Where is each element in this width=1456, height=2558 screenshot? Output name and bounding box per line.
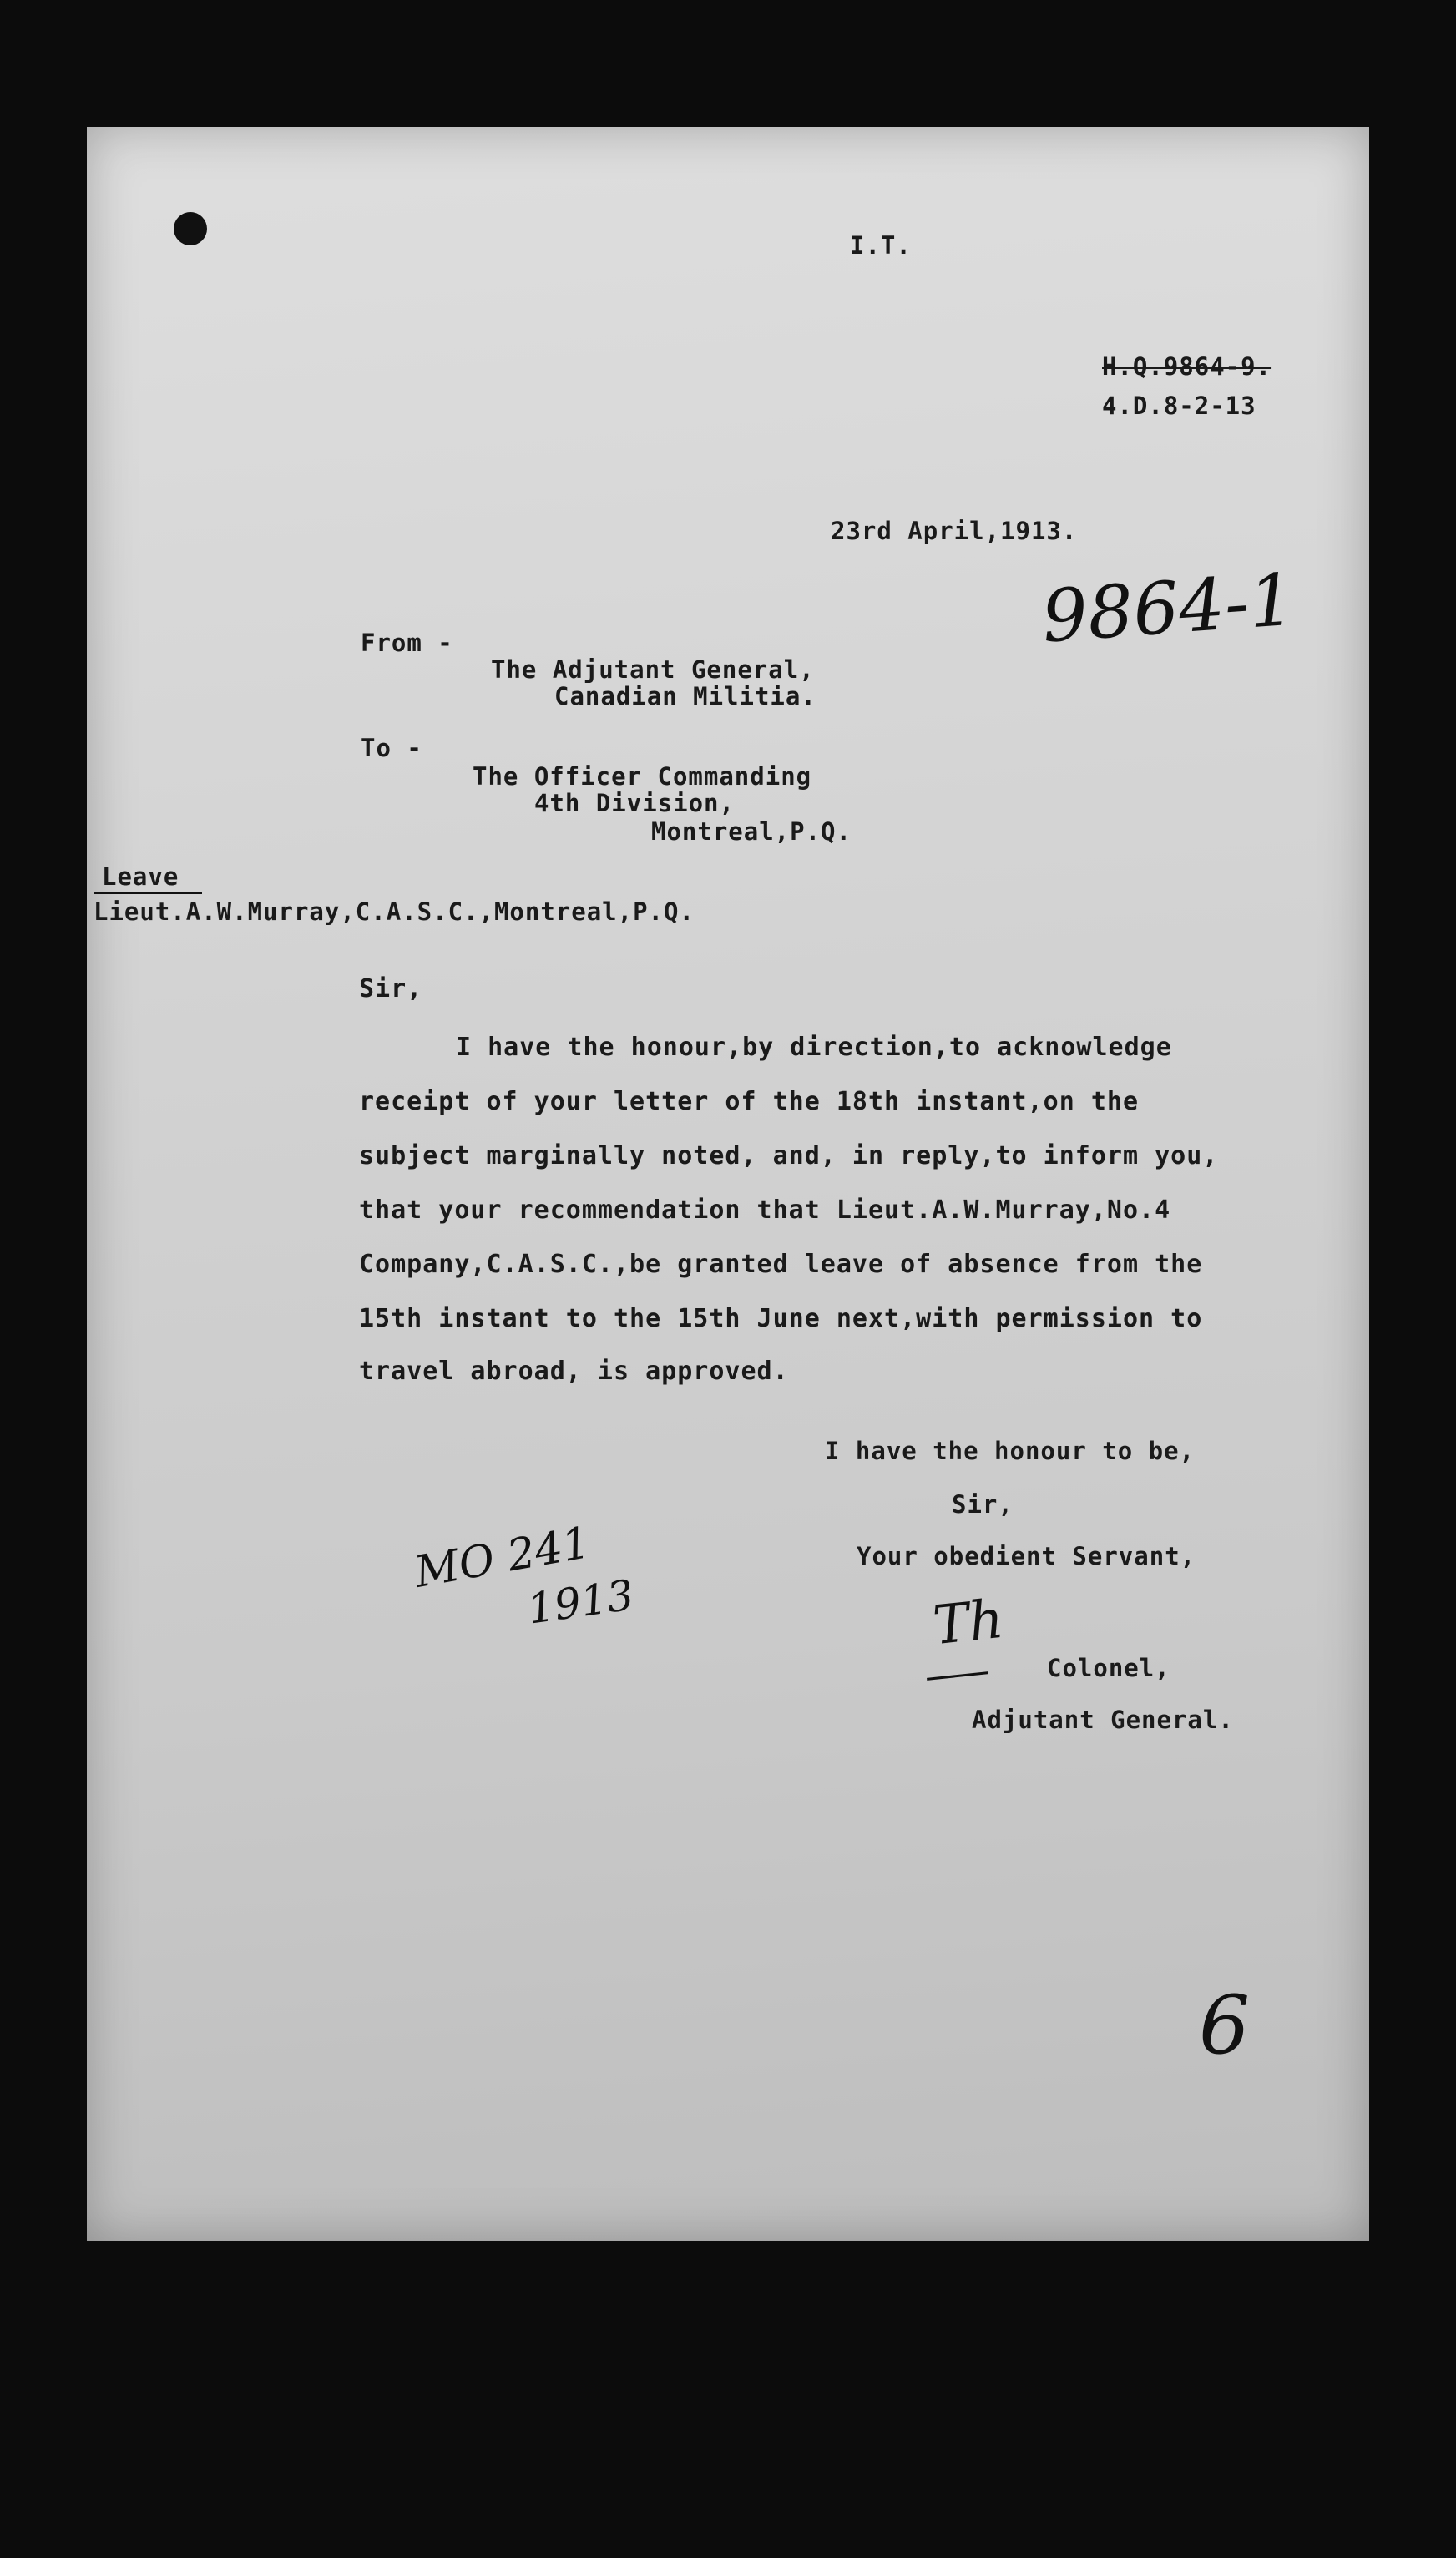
body-line-7: travel abroad, is approved.	[359, 1357, 789, 1386]
salutation: Sir,	[359, 974, 423, 1003]
body-line-5: Company,C.A.S.C.,be granted leave of absence from the	[359, 1250, 1203, 1279]
body-line-6: 15th instant to the 15th June next,with permission to	[359, 1304, 1203, 1333]
body-line-2: receipt of your letter of the 18th instant,on the	[359, 1087, 1140, 1116]
document-page	[87, 127, 1369, 2241]
signature: Th	[930, 1588, 1007, 1658]
margin-note: Leave	[102, 862, 179, 891]
page-number: 6	[1199, 1979, 1251, 2072]
from-label: From -	[361, 629, 453, 657]
to-label: To -	[361, 734, 422, 762]
handwritten-year: 1913	[524, 1570, 637, 1634]
signer-rank: Colonel,	[1047, 1654, 1170, 1682]
closing-line-1: I have the honour to be,	[825, 1437, 1196, 1465]
handwritten-file-number: 9864-1	[1039, 558, 1297, 660]
from-line-1: The Adjutant General,	[491, 655, 815, 684]
from-line-2: Canadian Militia.	[554, 682, 816, 710]
to-line-3: Montreal,P.Q.	[651, 817, 852, 846]
closing-line-2: Sir,	[952, 1490, 1014, 1519]
body-line-3: subject marginally noted, and, in reply,to inform you,	[359, 1141, 1219, 1170]
letter-date: 23rd April,1913.	[831, 517, 1078, 545]
subject-line: Lieut.A.W.Murray,C.A.S.C.,Montreal,P.Q.	[94, 897, 695, 926]
margin-note-underline	[94, 892, 202, 894]
body-line-1: I have the honour,by direction,to acknowledge	[456, 1033, 1172, 1062]
to-line-2: 4th Division,	[534, 789, 735, 817]
signer-title: Adjutant General.	[972, 1706, 1234, 1734]
handwritten-mo-number: MO 241	[411, 1518, 594, 1598]
file-reference: 4.D.8-2-13	[1102, 392, 1256, 420]
header-code: I.T.	[850, 231, 912, 260]
body-line-4: that your recommendation that Lieut.A.W.Murray,No.4	[359, 1196, 1171, 1225]
file-reference-struck: H.Q.9864-9.	[1102, 352, 1272, 381]
to-line-1: The Officer Commanding	[473, 762, 812, 791]
closing-line-3: Your obedient Servant,	[857, 1542, 1196, 1570]
punch-hole	[174, 212, 207, 245]
